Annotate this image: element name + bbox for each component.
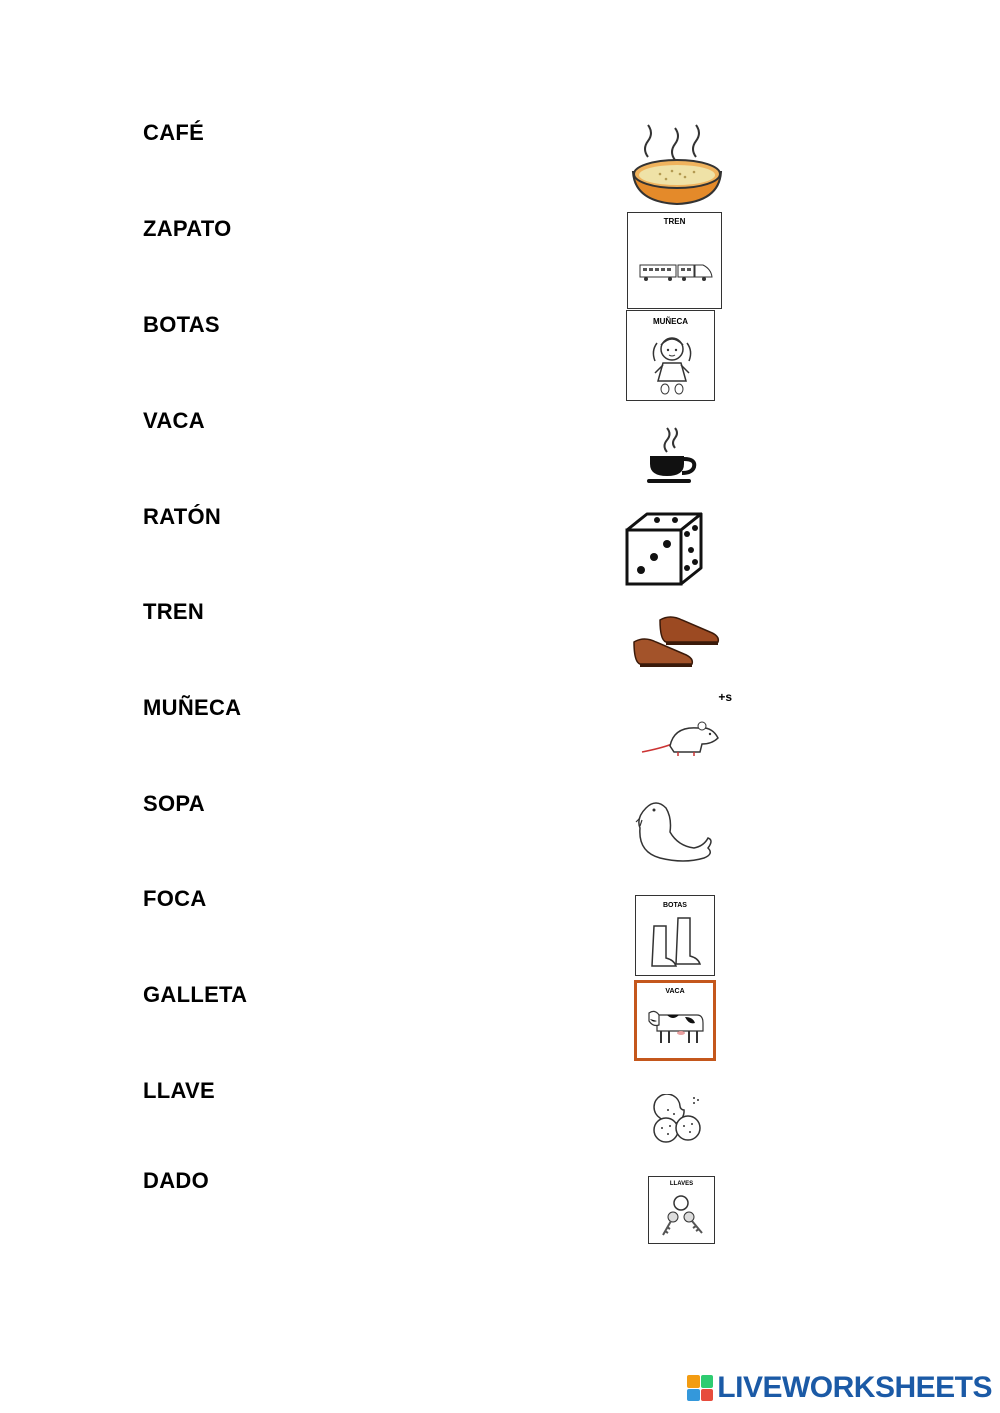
soup-bowl-picture[interactable] — [630, 122, 724, 208]
botas-card-caption: BOTAS — [663, 902, 687, 909]
brand-name: LIVEWORKSHEETS — [717, 1371, 992, 1404]
train-icon — [638, 261, 714, 283]
word-tren: TREN — [143, 599, 205, 624]
word-cafe: CAFÉ — [143, 120, 205, 145]
llaves-card-caption: LLAVES — [669, 1181, 694, 1187]
muneca-card-caption: MUÑECA — [652, 317, 689, 326]
word-muneca: MUÑECA — [143, 695, 242, 720]
keys-icon — [659, 1193, 707, 1241]
word-galleta: GALLETA — [143, 982, 248, 1007]
muneca-card[interactable] — [626, 310, 715, 401]
boots-icon — [650, 916, 704, 972]
word-foca: FOCA — [143, 886, 207, 911]
word-llave: LLAVE — [143, 1078, 215, 1103]
cow-icon — [647, 1007, 707, 1047]
vaca-card[interactable] — [634, 980, 716, 1061]
llaves-card[interactable] — [648, 1176, 715, 1244]
brand-mark-icon — [687, 1375, 713, 1401]
word-botas: BOTAS — [143, 312, 220, 337]
plural-mark: +s — [718, 690, 732, 704]
shoes-picture[interactable] — [630, 612, 722, 674]
word-zapato: ZAPATO — [143, 216, 232, 241]
dice-picture[interactable] — [625, 508, 705, 588]
word-sopa: SOPA — [143, 791, 205, 816]
mouse-picture[interactable] — [640, 690, 736, 766]
liveworksheets-logo[interactable] — [687, 1371, 992, 1405]
coffee-cup-picture[interactable] — [645, 424, 699, 486]
doll-icon — [649, 333, 695, 397]
vaca-card-caption: VACA — [665, 988, 685, 995]
cookies-picture[interactable] — [650, 1094, 704, 1144]
tren-card[interactable] — [627, 212, 722, 309]
botas-card[interactable] — [635, 895, 715, 976]
seal-picture[interactable] — [632, 798, 712, 864]
word-raton: RATÓN — [143, 504, 222, 529]
word-dado: DADO — [143, 1168, 209, 1193]
tren-card-caption: TREN — [663, 217, 686, 226]
word-vaca: VACA — [143, 408, 205, 433]
mouse-icon — [640, 718, 722, 764]
